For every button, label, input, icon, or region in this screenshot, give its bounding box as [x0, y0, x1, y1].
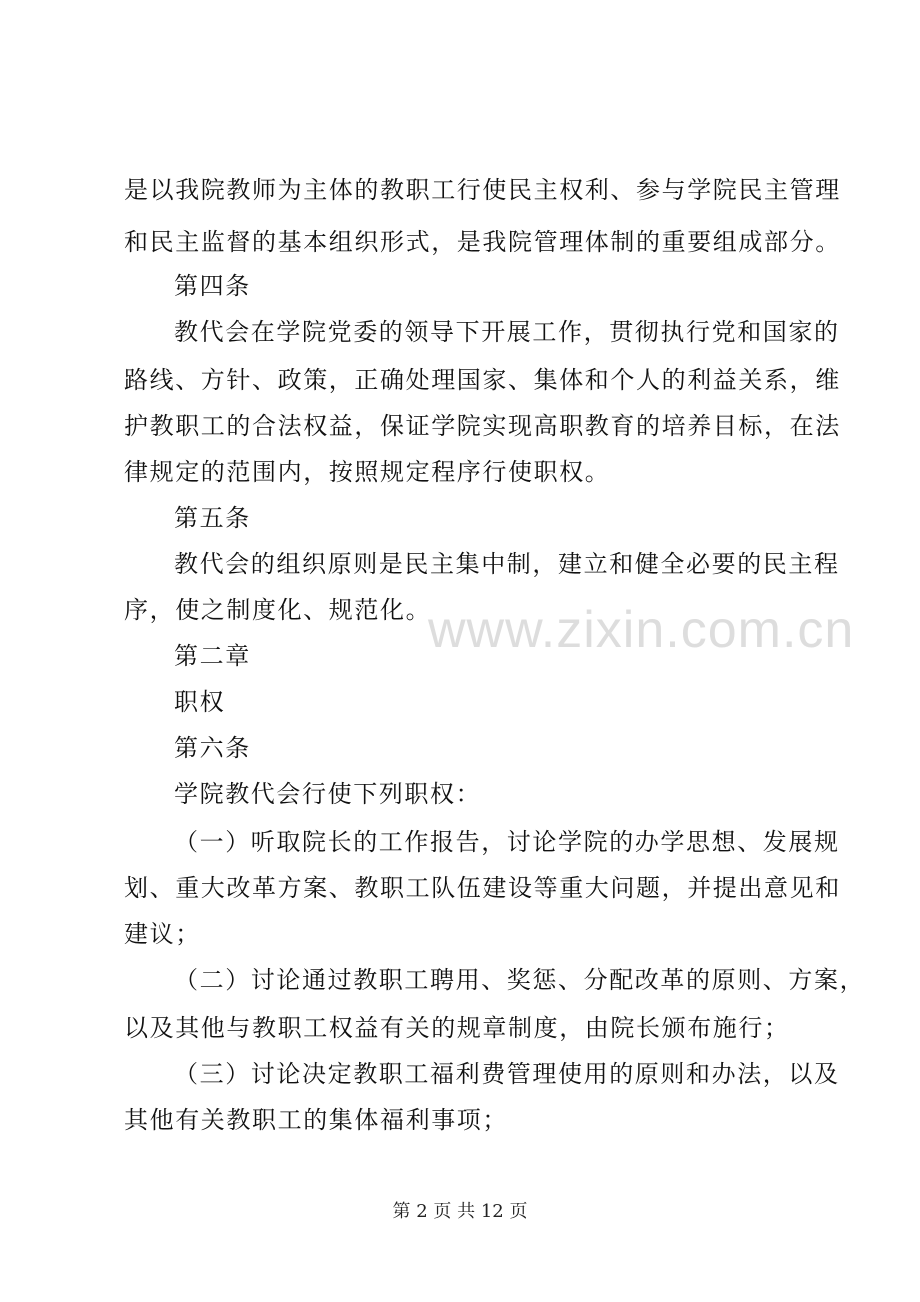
body-text-line: 学院教代会行使下列职权： — [174, 780, 482, 808]
body-text-line: 路线、方针、政策，正确处理国家、集体和个人的利益关系，维 — [124, 366, 841, 394]
body-text-line: 律规定的范围内，按照规定程序行使职权。 — [124, 458, 611, 486]
list-item-line: （三）讨论决定教职工福利费管理使用的原则和办法，以及 — [174, 1060, 840, 1088]
list-item-line: （一）听取院长的工作报告，讨论学院的办学思想、发展规 — [174, 828, 840, 856]
article-heading: 第四条 — [174, 272, 251, 300]
body-text-line: 是以我院教师为主体的教职工行使民主权利、参与学院民主管理 — [124, 176, 841, 204]
body-text-line: 教代会的组织原则是民主集中制，建立和健全必要的民主程 — [174, 550, 840, 578]
body-text-line: 建议； — [124, 920, 201, 948]
article-heading: 第六条 — [174, 734, 251, 762]
article-heading: 第五条 — [174, 504, 251, 532]
body-text-line: 序，使之制度化、规范化。 — [124, 596, 432, 624]
page-number-footer: 第 2 页 共 12 页 — [392, 1201, 528, 1222]
body-text-line: 以及其他与教职工权益有关的规章制度，由院长颁布施行； — [124, 1014, 790, 1042]
body-text-line: 教代会在学院党委的领导下开展工作，贯彻执行党和国家的 — [174, 318, 840, 346]
body-text-line: 其他有关教职工的集体福利事项； — [124, 1106, 508, 1134]
watermark: www.zixin.com.cn — [428, 601, 855, 659]
chapter-heading: 第二章 — [174, 642, 251, 670]
body-text-line: 划、重大改革方案、教职工队伍建设等重大问题，并提出意见和 — [124, 874, 841, 902]
list-item-line: （二）讨论通过教职工聘用、奖惩、分配改革的原则、方案， — [174, 966, 866, 994]
body-text-line: 护教职工的合法权益，保证学院实现高职教育的培养目标，在法 — [124, 412, 841, 440]
chapter-title: 职权 — [174, 688, 226, 716]
body-text-line: 和民主监督的基本组织形式，是我院管理体制的重要组成部分。 — [124, 228, 841, 256]
